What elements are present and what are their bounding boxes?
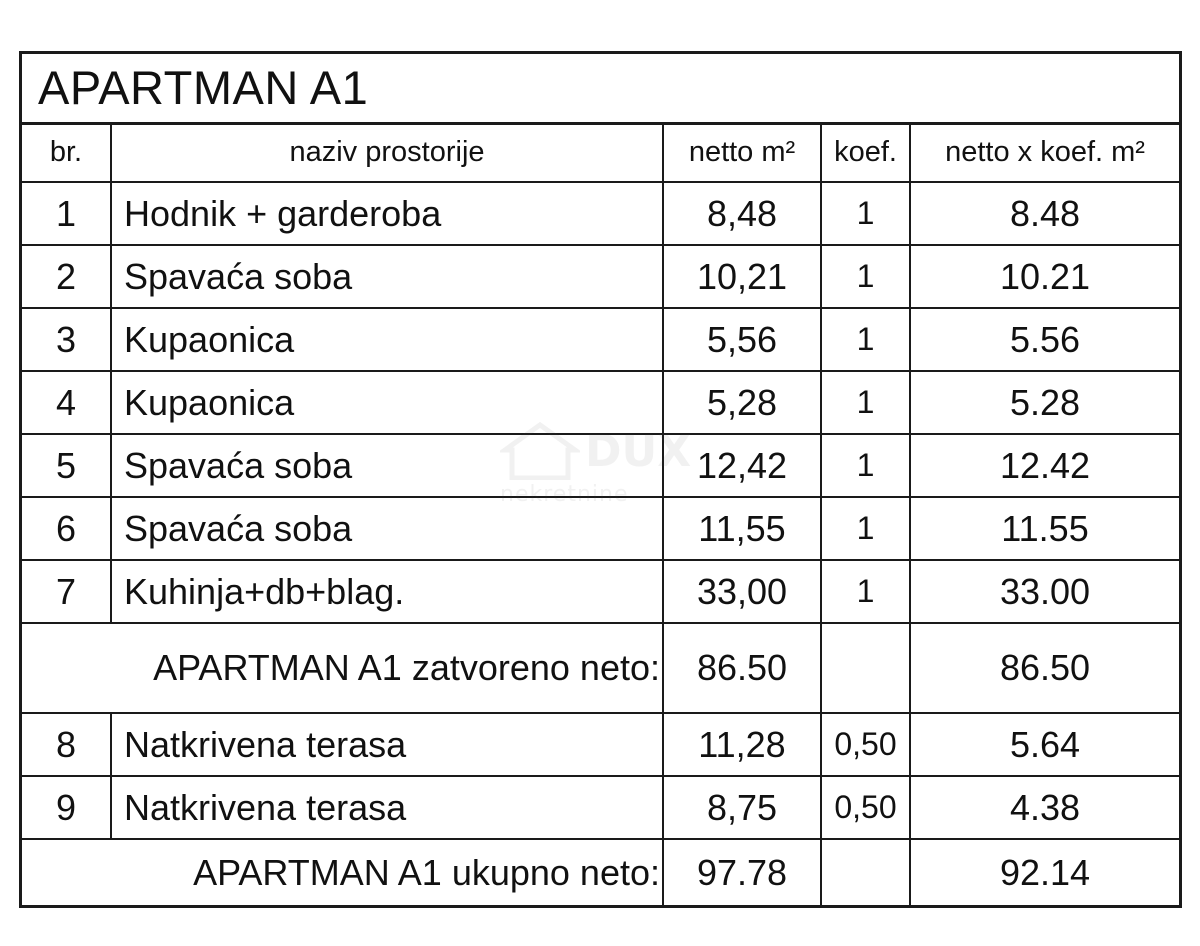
subtotal-row (22, 623, 1179, 713)
table-row (22, 182, 1179, 245)
subtotal-koef-empty (821, 623, 910, 713)
room-number: 2 (22, 245, 111, 308)
room-netto: 12,42 (663, 434, 821, 497)
room-number: 1 (22, 182, 111, 245)
header-no: br. (22, 123, 111, 182)
room-netto: 8,48 (663, 182, 821, 245)
room-number: 5 (22, 434, 111, 497)
room-netto: 33,00 (663, 560, 821, 623)
room-name: Spavaća soba (111, 497, 663, 560)
header-netto: netto m² (663, 123, 821, 182)
total-netto: 97.78 (663, 839, 821, 905)
room-koef: 1 (821, 308, 910, 371)
room-koef: 1 (821, 371, 910, 434)
room-netto: 10,21 (663, 245, 821, 308)
room-netto-koef: 5.56 (910, 308, 1179, 371)
subtotal-netto-koef: 86.50 (910, 623, 1179, 713)
room-netto-koef: 5.28 (910, 371, 1179, 434)
table-row (22, 497, 1179, 560)
room-netto: 8,75 (663, 776, 821, 839)
area-table (22, 54, 1179, 905)
subtotal-netto: 86.50 (663, 623, 821, 713)
room-number: 4 (22, 371, 111, 434)
table-row (22, 776, 1179, 839)
room-koef: 1 (821, 497, 910, 560)
room-koef: 1 (821, 434, 910, 497)
table-title: APARTMAN A1 (22, 54, 1179, 123)
total-row (22, 839, 1179, 905)
room-netto-koef: 5.64 (910, 713, 1179, 776)
room-netto-koef: 12.42 (910, 434, 1179, 497)
room-name: Spavaća soba (111, 245, 663, 308)
room-number: 8 (22, 713, 111, 776)
room-name: Natkrivena terasa (111, 713, 663, 776)
total-koef-empty (821, 839, 910, 905)
room-netto-koef: 8.48 (910, 182, 1179, 245)
table-row (22, 713, 1179, 776)
room-koef: 1 (821, 245, 910, 308)
room-netto: 5,28 (663, 371, 821, 434)
room-number: 7 (22, 560, 111, 623)
room-number: 3 (22, 308, 111, 371)
room-netto-koef: 4.38 (910, 776, 1179, 839)
room-name: Kuhinja+db+blag. (111, 560, 663, 623)
room-name: Kupaonica (111, 308, 663, 371)
table-row (22, 308, 1179, 371)
header-room-name: naziv prostorije (111, 123, 663, 182)
room-netto-koef: 11.55 (910, 497, 1179, 560)
header-row (22, 123, 1179, 182)
table-row (22, 560, 1179, 623)
total-netto-koef: 92.14 (910, 839, 1179, 905)
room-number: 9 (22, 776, 111, 839)
room-number: 6 (22, 497, 111, 560)
table-row (22, 434, 1179, 497)
watermark-brand: DUX (585, 426, 692, 477)
room-netto: 11,28 (663, 713, 821, 776)
room-name: Kupaonica (111, 371, 663, 434)
room-netto-koef: 10.21 (910, 245, 1179, 308)
room-name: Spavaća soba (111, 434, 663, 497)
watermark-sub: nekretnine (500, 482, 629, 507)
table-row (22, 371, 1179, 434)
room-koef: 0,50 (821, 713, 910, 776)
header-koef: koef. (821, 123, 910, 182)
room-koef: 1 (821, 182, 910, 245)
room-koef: 0,50 (821, 776, 910, 839)
total-label: APARTMAN A1 ukupno neto: (22, 839, 663, 905)
room-name: Natkrivena terasa (111, 776, 663, 839)
room-koef: 1 (821, 560, 910, 623)
header-netto-koef: netto x koef. m² (910, 123, 1179, 182)
table-row (22, 245, 1179, 308)
room-netto-koef: 33.00 (910, 560, 1179, 623)
room-netto: 5,56 (663, 308, 821, 371)
title-row (22, 54, 1179, 123)
subtotal-label: APARTMAN A1 zatvoreno neto: (22, 623, 663, 713)
room-netto: 11,55 (663, 497, 821, 560)
room-name: Hodnik + garderoba (111, 182, 663, 245)
apartment-area-table (19, 51, 1182, 908)
